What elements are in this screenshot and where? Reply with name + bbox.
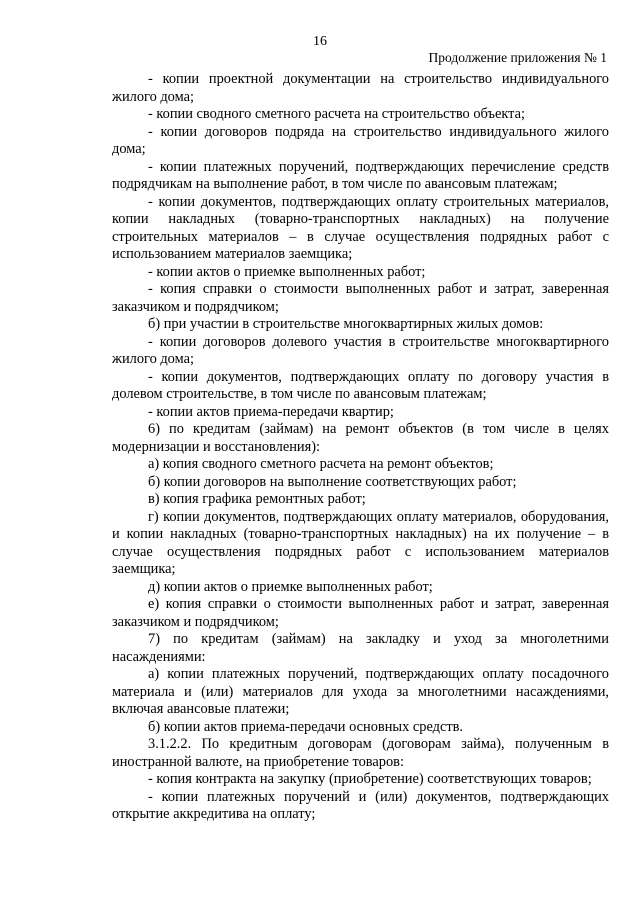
paragraph: б) копии актов приема-передачи основных средств. — [148, 718, 464, 735]
paragraph: - копии договоров подряда на строительство индивидуального жилого дома; — [112, 123, 609, 157]
paragraph: б) при участии в строительстве многоквартирных жилых домов: — [148, 316, 544, 332]
document-body — [112, 71, 609, 824]
paragraph: 3.1.2.2. По кредитным договорам (договорам займа), полученным в иностранной валюте, на приобретение товаров: — [112, 736, 609, 770]
paragraph: - копии проектной документации на строительство индивидуального жилого дома; — [112, 71, 609, 105]
paragraph: а) копии платежных поручений, подтверждающих оплату посадочного материала и (или) материалов для ухода за многолетними насаждениями, включая авансовые платежи; — [112, 666, 609, 717]
appendix-continuation-note: Продолжение приложения № 1 — [428, 50, 607, 65]
paragraph: - копии платежных поручений, подтверждающих перечисление средств подрядчикам на выполнение работ, в том числе по авансовым платежам; — [112, 158, 609, 192]
page-number: 16 — [313, 34, 327, 49]
paragraph: д) копии актов о приемке выполненных работ; — [148, 578, 433, 595]
paragraph: - копии сводного сметного расчета на строительство объекта; — [148, 106, 525, 122]
paragraph: 6) по кредитам (займам) на ремонт объектов (в том числе в целях модернизации и восстановления): — [112, 421, 609, 455]
paragraph: - копия справки о стоимости выполненных работ и затрат, заверенная заказчиком и подрядчиком; — [112, 281, 609, 315]
paragraph: - копия контракта на закупку (приобретение) соответствующих товаров; — [148, 771, 592, 787]
paragraph: - копии договоров долевого участия в строительстве многоквартирного жилого дома; — [112, 333, 609, 367]
paragraph: - копии документов, подтверждающих оплату по договору участия в долевом строительстве, в том числе по авансовым платежам; — [112, 368, 609, 402]
paragraph: в) копия графика ремонтных работ; — [148, 491, 366, 507]
paragraph: а) копия сводного сметного расчета на ремонт объектов; — [148, 456, 494, 472]
paragraph: - копии платежных поручений и (или) документов, подтверждающих открытие аккредитива на оплату; — [112, 788, 609, 822]
paragraph: 7) по кредитам (займам) на закладку и уход за многолетними насаждениями: — [112, 631, 609, 665]
paragraph: - копии актов о приемке выполненных работ; — [148, 263, 426, 280]
paragraph: е) копия справки о стоимости выполненных работ и затрат, заверенная заказчиком и подрядчиком; — [112, 596, 609, 630]
paragraph: б) копии договоров на выполнение соответствующих работ; — [148, 473, 517, 490]
paragraph: - копии документов, подтверждающих оплату строительных материалов, копии накладных (товарно-транспортных накладных) на получение строительных материалов – в случае осуществления подрядных работ с использованием материалов заемщика; — [112, 193, 609, 262]
paragraph: - копии актов приема-передачи квартир; — [148, 403, 394, 420]
paragraph: г) копии документов, подтверждающих оплату материалов, оборудования, и копии накладных (товарно-транспортных накладных) на их получение – в случае осуществления подрядных работ с использованием материалов заемщика; — [112, 508, 609, 577]
